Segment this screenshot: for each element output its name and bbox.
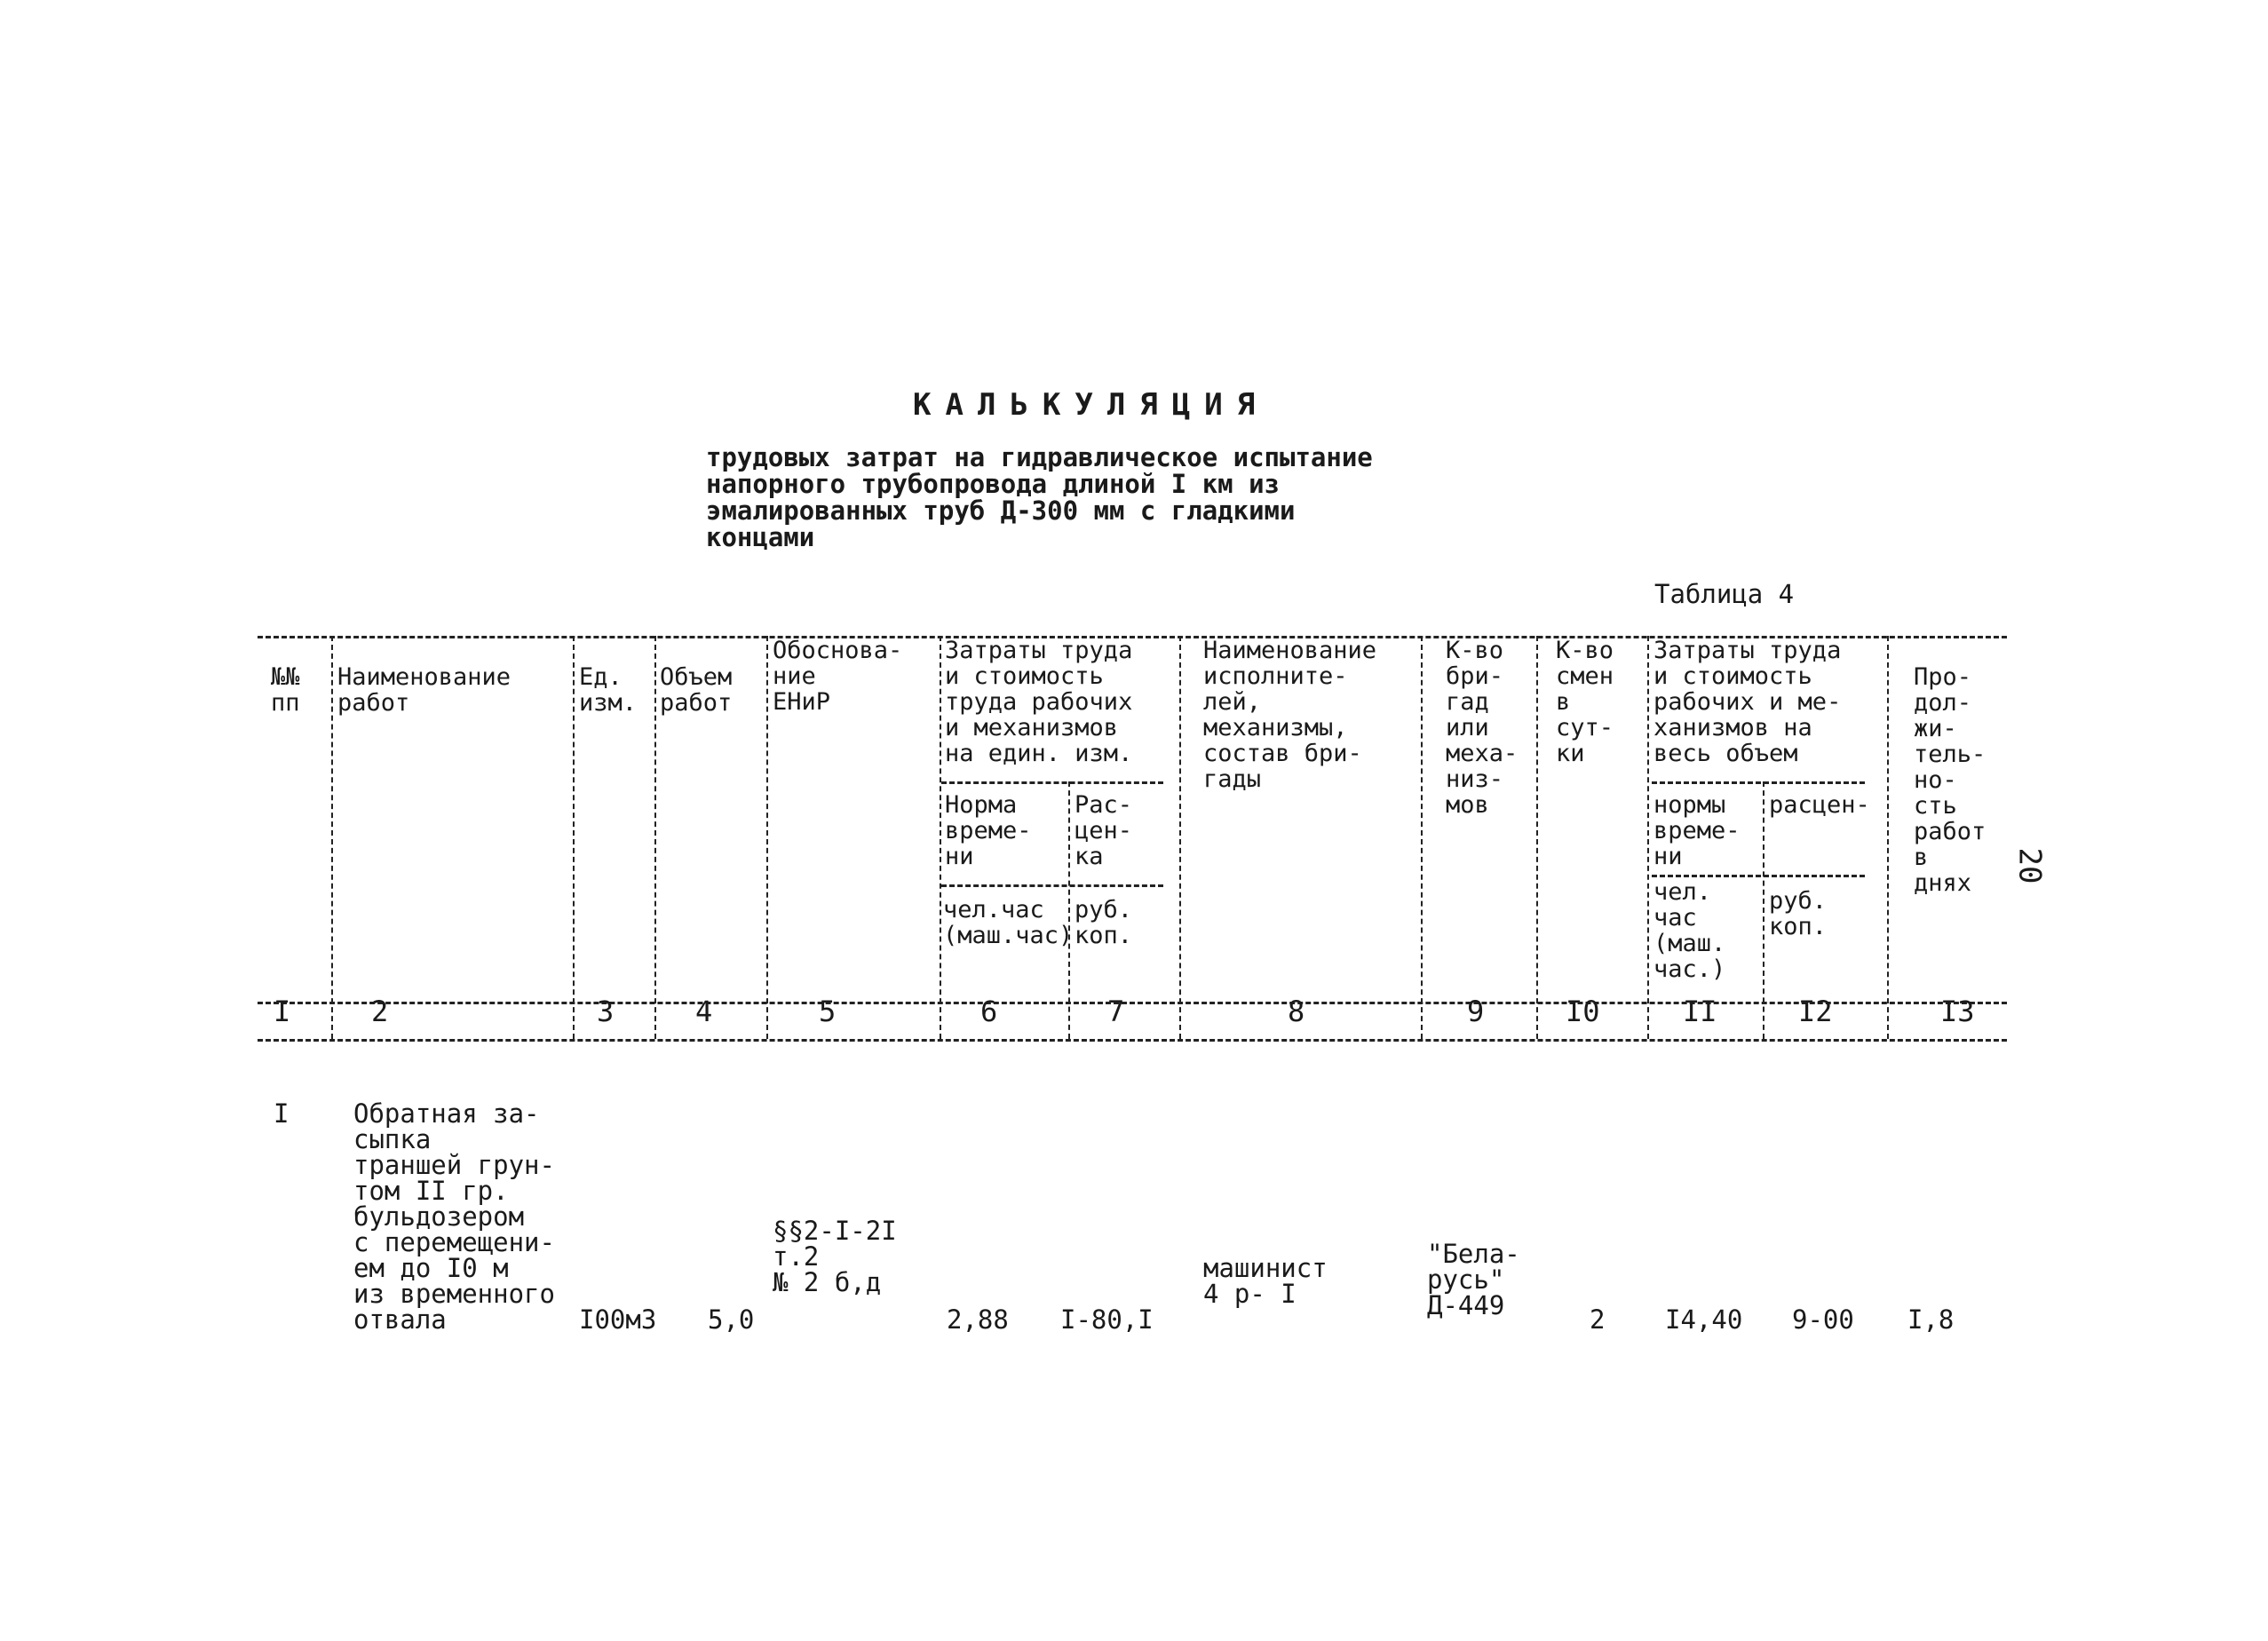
column-number: 5 [819, 995, 837, 1028]
header-total-norm-time: нормы време- ни [1653, 791, 1741, 870]
header-number: №№ пп [271, 663, 300, 717]
header-work-name: Наименование работ [337, 663, 511, 717]
col-sep-3 [654, 636, 656, 1039]
col-sep-12 [1887, 636, 1889, 1039]
group2-unit-divider [1652, 875, 1865, 877]
header-crew-count: К-во бри- гад или меха- низ- мов [1446, 637, 1519, 819]
row-total-price: 9-00 [1792, 1304, 1854, 1335]
row-number: I [274, 1098, 289, 1129]
column-number: II [1683, 995, 1717, 1028]
row-work-name: Обратная за- сыпка траншей грун- том II гр. бульдозером с перемещени- ем до I0 м из временного отвала [353, 1098, 555, 1335]
row-performers: машинист 4 р- I [1203, 1253, 1328, 1309]
header-total-costs-group: Затраты труда и стоимость рабочих и ме- ханизмов на весь объем [1653, 637, 1842, 767]
column-number: 2 [371, 995, 389, 1028]
column-number: 9 [1467, 995, 1485, 1028]
column-number: I [274, 995, 291, 1028]
table-label: Таблица 4 [1654, 579, 1795, 609]
header-norm-time-unit: чел.час (маш.час) [943, 896, 1074, 949]
row-shifts: 2 [1590, 1304, 1606, 1335]
row-duration: I,8 [1907, 1304, 1955, 1335]
group1-divider [941, 781, 1163, 784]
header-norm-time: Норма време- ни [945, 791, 1032, 870]
column-number: 8 [1288, 995, 1305, 1028]
header-numbers-top-border [258, 1002, 2007, 1004]
group2-divider [1652, 781, 1865, 784]
column-number: I3 [1940, 995, 1975, 1028]
header-bottom-border [258, 1039, 2007, 1042]
column-number: 4 [695, 995, 713, 1028]
column-number: I2 [1798, 995, 1833, 1028]
header-price-unit: руб. коп. [1075, 896, 1133, 949]
row-norm-time: 2,88 [947, 1304, 1009, 1335]
col-sep-10 [1647, 636, 1649, 1039]
header-total-price-unit: руб. коп. [1769, 887, 1828, 940]
column-number: I0 [1566, 995, 1600, 1028]
col-sep-4 [766, 636, 768, 1039]
row-price: I-80,I [1060, 1304, 1154, 1335]
page-number: 20 [2011, 847, 2048, 884]
column-number: 7 [1107, 995, 1125, 1028]
group1-unit-divider [941, 884, 1163, 887]
document-subtitle: трудовых затрат на гидравлическое испытание напорного трубопровода длиной I км из эмалированных труб Д-300 мм с гладкими концами [706, 442, 1373, 552]
header-duration: Про- дол- жи- тель- но- сть работ в днях [1914, 663, 1986, 897]
header-basis: Обоснова- ние ЕНиР [773, 637, 903, 716]
row-machines: "Бела- русь" Д-449 [1427, 1239, 1520, 1320]
col-sep-9 [1536, 636, 1538, 1039]
row-unit: I00м3 [579, 1304, 657, 1335]
header-unit-costs-group: Затраты труда и стоимость труда рабочих и механизмов на един. изм. [945, 637, 1133, 767]
header-volume: Объем работ [660, 663, 733, 717]
header-price: Рас- цен- ка [1075, 791, 1133, 870]
column-number: 3 [597, 995, 615, 1028]
col-sep-5 [940, 636, 941, 1039]
header-performers: Наименование исполните- лей, механизмы, состав бри- гады [1203, 637, 1377, 793]
col-sep-1 [331, 636, 333, 1039]
row-volume: 5,0 [708, 1304, 755, 1335]
header-total-price: расцен- [1769, 791, 1870, 819]
header-unit: Ед. изм. [579, 663, 638, 717]
column-number: 6 [980, 995, 998, 1028]
col-sep-11 [1763, 781, 1764, 1039]
col-sep-7 [1179, 636, 1181, 1039]
header-shifts: К-во смен в сут- ки [1556, 637, 1614, 767]
col-sep-2 [573, 636, 575, 1039]
col-sep-8 [1421, 636, 1423, 1039]
row-basis: §§2-I-2I т.2 № 2 б,д [773, 1216, 897, 1297]
row-total-norm: I4,40 [1665, 1304, 1743, 1335]
header-total-norm-unit: чел. час (маш. час.) [1653, 878, 1726, 983]
document-title: КАЛЬКУЛЯЦИЯ [913, 387, 1270, 423]
